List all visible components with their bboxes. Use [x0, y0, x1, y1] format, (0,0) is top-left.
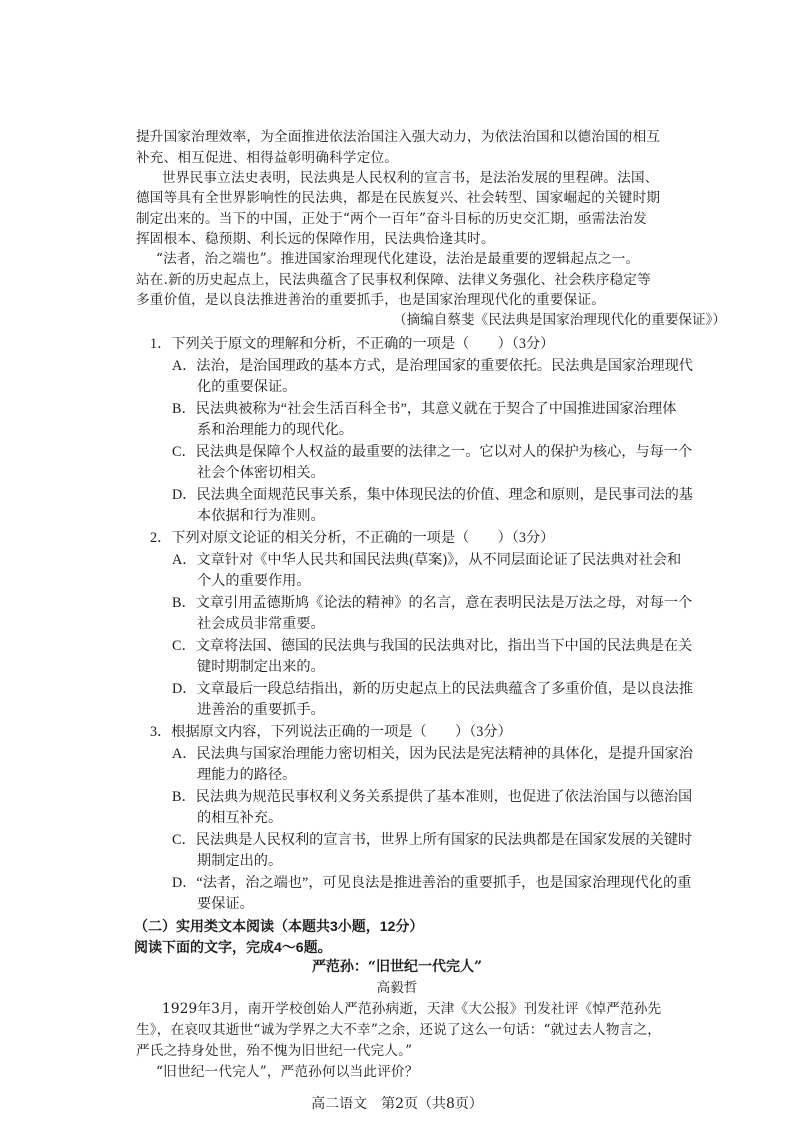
article-line: 严氏之持身处世，殆不愧为旧世纪一代完人。”: [136, 1043, 413, 1059]
question-stem: 1．下列关于原文的理解和分析，不正确的一项是（ ）（3分）: [150, 336, 555, 352]
option-b-cont: 社会成员非常重要。: [197, 616, 325, 632]
option-b: B．民法典被称为“社会生活百科全书”，其意义就在于契合了中国推进国家治理体: [172, 401, 677, 417]
option-d-cont: 本依据和行为准则。: [197, 508, 325, 524]
option-b: B．文章引用孟德斯鸠《论法的精神》的名言，意在表明民法是万法之母，对每一个: [172, 595, 693, 611]
section-heading: （二）实用类文本阅读（本题共3小题，12分）: [134, 918, 424, 934]
option-b-cont: 系和治理能力的现代化。: [197, 422, 354, 438]
option-d-cont: 要保证。: [197, 896, 254, 912]
option-c-cont: 社会个体密切相关。: [197, 465, 325, 481]
section-instruction: 阅读下面的文字，完成4～6题。: [134, 939, 332, 955]
option-b: B．民法典为规范民事权利义务关系提供了基本准则，也促进了依法治国与以德治国: [172, 789, 693, 805]
option-d-cont: 进善治的重要抓手。: [197, 702, 325, 718]
option-a-cont: 化的重要保证。: [197, 379, 297, 395]
option-c: C．民法典是保障个人权益的最重要的法律之一。它以对人的保护为核心，与每一个: [172, 444, 693, 460]
passage-line: 站在.新的历史起点上，民法典蕴含了民事权利保障、法律义务强化、社会秩序稳定等: [136, 272, 651, 288]
option-c: C．文章将法国、德国的民法典与我国的民法典对比，指出当下中国的民法典是在关: [172, 638, 693, 654]
page-footer: 高二语文 第2页（共8页）: [311, 1096, 483, 1112]
option-d: D．“法者，治之端也”，可见良法是推进善治的重要抓手，也是国家治理现代化的重: [172, 875, 692, 891]
option-b-cont: 的相互补充。: [197, 810, 283, 826]
option-c-cont: 期制定出的。: [197, 853, 283, 869]
article-title: 严范孙：“旧世纪一代完人”: [311, 959, 483, 975]
article-author: 高毅哲: [376, 980, 418, 996]
article-line: “旧世纪一代完人”，严范孙何以当此评价？: [156, 1064, 419, 1080]
option-d: D．文章最后一段总结指出，新的历史起点上的民法典蕴含了多重价值，是以良法推: [172, 681, 693, 697]
option-a: A．文章针对《中华人民共和国民法典(草案)》，从不同层面论证了民法典对社会和: [172, 552, 682, 568]
passage-line: 提升国家治理效率，为全面推进依法治国注入强大动力，为依法治国和以德治国的相互: [136, 129, 661, 145]
passage-line: 制定出来的。当下的中国，正处于“两个一百年”奋斗目标的历史交汇期，亟需法治发: [136, 211, 647, 227]
option-a-cont: 理能力的路径。: [197, 767, 297, 783]
option-c: C．民法典是人民权利的宣言书，世界上所有国家的民法典都是在国家发展的关键时: [172, 832, 693, 848]
passage-line: “法者，治之端也”。推进国家治理现代化建设，法治是最重要的逻辑起点之一。: [156, 251, 640, 267]
option-a: A．法治，是治国理政的基本方式，是治理国家的重要依托。民法典是国家治理现代: [172, 358, 693, 374]
citation: （摘编自蔡斐《民法典是国家治理现代化的重要保证》）: [392, 312, 726, 328]
question-stem: 3．根据原文内容，下列说法正确的一项是（ ）（3分）: [150, 724, 512, 740]
article-line: 1929年3月，南开学校创始人严范孙病逝，天津《大公报》刊发社评《悼严范孙先: [162, 1001, 662, 1017]
passage-line: 世界民事立法史表明，民法典是人民权利的宣言书，是法治发展的里程碑。法国、: [162, 170, 659, 186]
passage-line: 挥固根本、稳预期、利长远的保障作用，民法典恰逢其时。: [136, 231, 495, 247]
option-d: D．民法典全面规范民事关系，集中体现民法的价值、理念和原则，是民事司法的基: [172, 487, 693, 503]
option-a-cont: 个人的重要作用。: [197, 573, 311, 589]
passage-line: 德国等具有全世界影响性的民法典，都是在民族复兴、社会转型、国家崛起的关键时期: [136, 190, 661, 206]
option-a: A．民法典与国家治理能力密切相关，因为民法是宪法精神的具体化，是提升国家治: [172, 746, 693, 762]
question-stem: 2．下列对原文论证的相关分析，不正确的一项是（ ）（3分）: [150, 530, 555, 546]
option-c-cont: 键时期制定出来的。: [197, 659, 325, 675]
passage-line: 补充、相互促进、相得益彰明确科学定位。: [136, 150, 399, 166]
article-line: 生》，在哀叹其逝世“诚为学界之大不幸”之余，还说了这么一句话：“就过去人物言之，: [136, 1022, 662, 1038]
passage-line: 多重价值，是以良法推进善治的重要抓手，也是国家治理现代化的重要保证。: [136, 292, 605, 308]
